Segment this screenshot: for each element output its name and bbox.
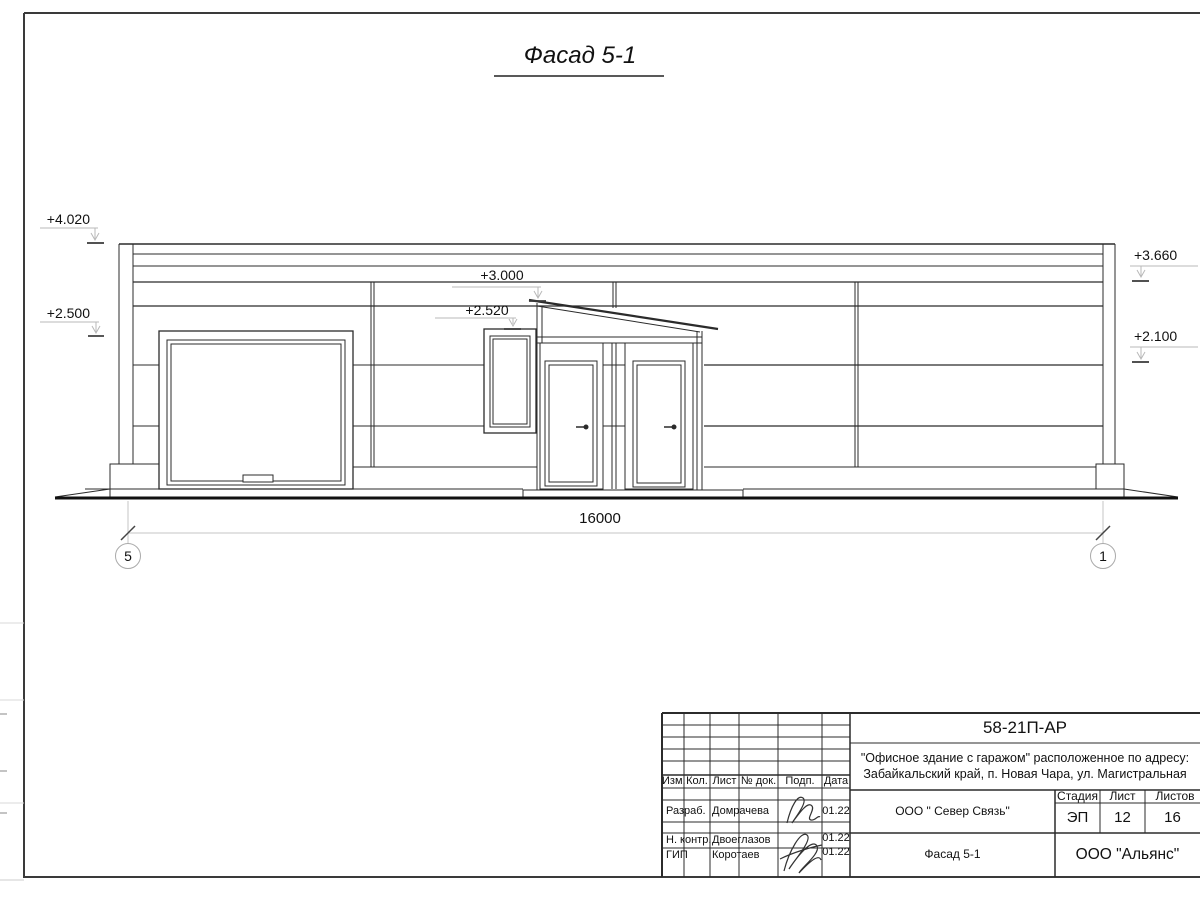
elevation-mark-window: +2.520 [465,302,509,318]
facade-title: Фасад 5-1 [523,42,637,69]
company-name: ООО " Север Связь" [895,804,1010,818]
organization-name: ООО "Альянс" [1075,846,1180,863]
elevation-mark-roof-right: +3.660 [1134,247,1178,263]
stage-label: Стадия [1057,789,1098,803]
entry-door-left [540,343,603,489]
sheets-label: Листов [1155,789,1195,803]
garage-door [159,331,353,489]
row-name: Двоеглазов [712,834,771,846]
elevation-mark-right-mid: +2.100 [1134,328,1178,344]
axis-label-1: 1 [1099,548,1107,564]
entry-door-right [625,343,693,489]
elevation-mark-roof-left: +4.020 [46,211,90,227]
col-data: Дата [823,775,849,787]
col-izm: Изм. [662,775,686,787]
left-margin-marks [0,623,24,880]
signature-domracheva [787,797,820,823]
row-date: 01.22 [822,846,850,858]
row-role: Н. контр. [666,834,712,846]
canopy-slope [529,300,718,329]
row-role: ГИП [666,849,688,861]
row-date: 01.22 [822,805,850,817]
sheet-value: 12 [1114,809,1131,826]
row-date: 01.22 [822,832,850,844]
row-name: Домрачева [712,805,769,817]
project-address-line1: "Офисное здание с гаражом" расположенное по адресу: [860,751,1190,765]
project-address-line2: Забайкальский край, п. Новая Чара, ул. Магистральная [863,767,1187,781]
stage-value: ЭП [1066,809,1089,826]
sheet-label: Лист [1109,789,1136,803]
sheets-value: 16 [1164,809,1181,826]
col-podp: Подп. [785,775,815,787]
window [484,329,536,433]
col-kol: Кол. [686,775,708,787]
axis-label-5: 5 [124,548,132,564]
col-list: Лист [712,775,737,787]
signatures [780,797,822,873]
garage-door-handle [243,475,273,482]
signature-kontr-gip [780,834,822,873]
elevation-mark-canopy: +3.000 [480,267,524,283]
doc-number: 58-21П-АР [982,718,1068,737]
drawing-name: Фасад 5-1 [924,847,981,861]
entrance-slab [523,490,743,497]
row-name: Коротаев [712,849,760,861]
row-role: Разраб. [666,805,706,817]
col-doc: № док. [740,775,777,787]
pilaster-right [1096,244,1178,497]
elevation-mark-garage-top: +2.500 [46,305,90,321]
dimension-value: 16000 [579,510,621,527]
